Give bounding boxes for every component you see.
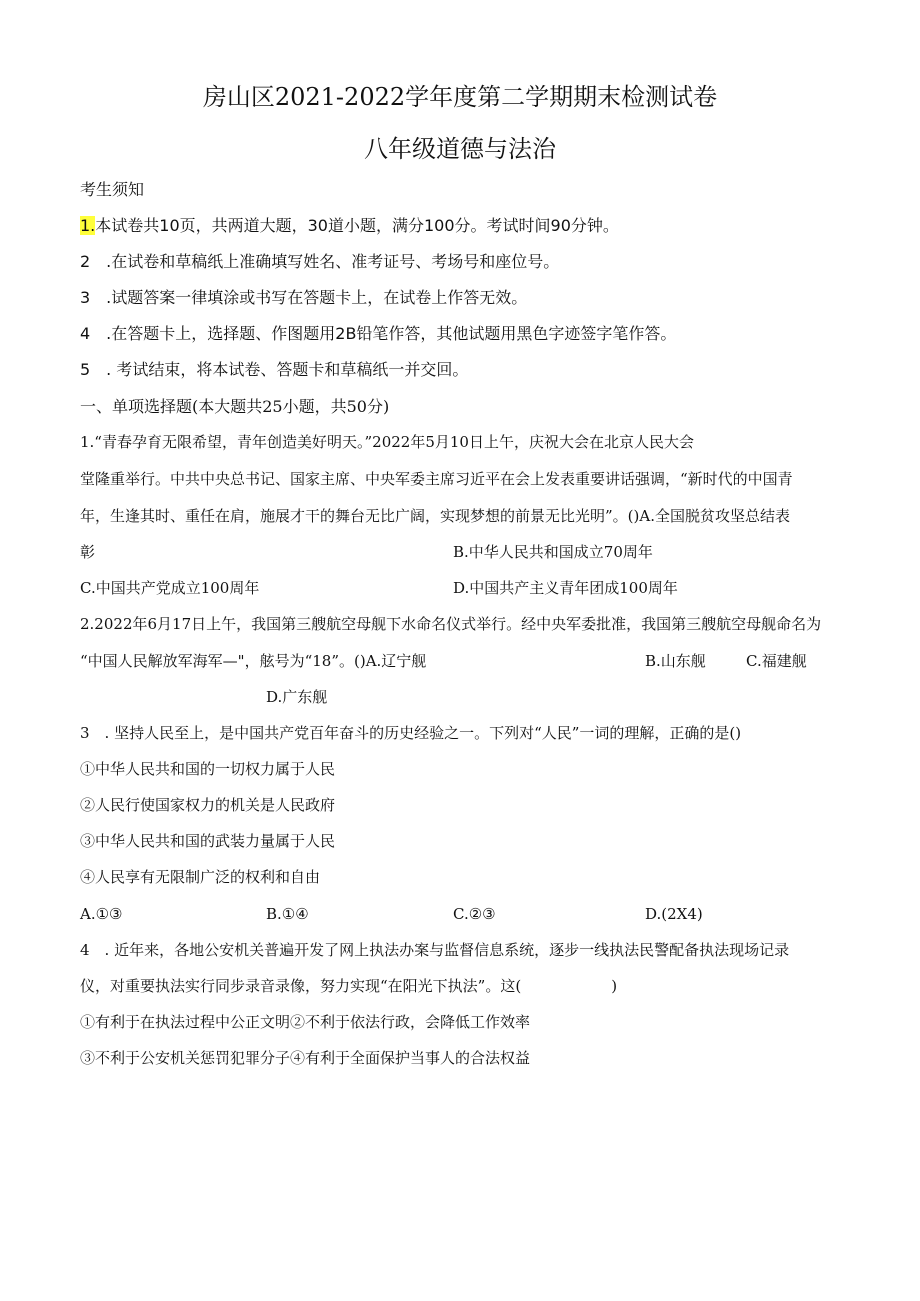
q3-option-d: D.(2X4) <box>645 905 703 923</box>
q2-line-1: 2.2022年6月17日上午，我国第三艘航空母舰下水命名仪式举行。经中央军委批准，我国第三艘航空母舰命名为 <box>80 615 822 633</box>
q3-option-a: A.①③ <box>80 905 123 923</box>
q3-option-b: B.①④ <box>266 905 309 923</box>
q3-line-1: 3 . 坚持人民至上，是中国共产党百年奋斗的历史经验之一。下列对“人民”一词的理解，正确的是() <box>80 724 742 742</box>
q4-statements-3-4: ③不利于公安机关惩罚犯罪分子④有利于全面保护当事人的合法权益 <box>80 1049 531 1067</box>
q4-statements-1-2: ①有利于在执法过程中公正文明②不利于依法行政，会降低工作效率 <box>80 1013 531 1031</box>
q1-option-d: D.中国共产主义青年团成100周年 <box>453 579 678 597</box>
notice-item-1-number: 1. <box>80 216 96 235</box>
notice-heading: 考生须知 <box>80 180 145 199</box>
q1-line-4: 彰 <box>80 543 96 561</box>
notice-item-1-text: 本试卷共10页，共两道大题，30道小题，满分100分。考试时间90分钟。 <box>95 216 619 235</box>
notice-item-5: 5 . 考试结束，将本试卷、答题卡和草稿纸一并交回。 <box>80 360 469 379</box>
q1-line-2: 堂隆重举行。中共中央总书记、国家主席、中央军委主席习近平在会上发表重要讲话强调，“新时代的中国青 <box>80 470 793 488</box>
q3-statement-3: ③中华人民共和国的武装力量属于人民 <box>80 832 336 850</box>
q1-option-b: B.中华人民共和国成立70周年 <box>453 543 653 561</box>
q4-line-2: 仪，对重要执法实行同步录音录像，努力实现“在阳光下执法”。这( ) <box>80 977 618 995</box>
exam-title: 房山区2021-2022学年度第二学期期末检测试卷 <box>202 83 718 111</box>
notice-item-1 <box>80 216 619 236</box>
q1-line-1: 1.“青春孕育无限希望，青年创造美好明天。”2022年5月10日上午，庆祝大会在北京人民大会 <box>80 433 694 451</box>
q1-option-c: C.中国共产党成立100周年 <box>80 579 260 597</box>
q2-line-2: “中国人民解放军海军—"，舷号为“18”。()A.辽宁舰 <box>80 652 427 670</box>
exam-subtitle: 八年级道德与法治 <box>364 135 556 163</box>
q3-statement-2: ②人民行使国家权力的机关是人民政府 <box>80 796 336 814</box>
notice-item-2: 2 .在试卷和草稿纸上准确填写姓名、准考证号、考场号和座位号。 <box>80 252 560 271</box>
q2-option-c: C.福建舰 <box>746 652 807 670</box>
notice-item-3: 3 .试题答案一律填涂或书写在答题卡上，在试卷上作答无效。 <box>80 288 528 307</box>
notice-item-4: 4 .在答题卡上，选择题、作图题用2B铅笔作答，其他试题用黑色字迹签字笔作答。 <box>80 324 677 343</box>
q3-option-c: C.②③ <box>453 905 496 923</box>
q3-statement-1: ①中华人民共和国的一切权力属于人民 <box>80 760 336 778</box>
q1-line-3: 年，生逢其时、重任在肩，施展才干的舞台无比广阔，实现梦想的前景无比光明”。()A.全国脱贫攻坚总结表 <box>80 507 790 525</box>
section-heading: 一、单项选择题(本大题共25小题，共50分) <box>80 397 390 416</box>
q2-option-b: B.山东舰 <box>645 652 706 670</box>
q2-option-d: D.广东舰 <box>266 688 328 706</box>
q4-line-1: 4 . 近年来，各地公安机关普遍开发了网上执法办案与监督信息系统，逐步一线执法民警配备执法现场记录 <box>80 941 790 959</box>
q3-statement-4: ④人民享有无限制广泛的权利和自由 <box>80 868 321 886</box>
